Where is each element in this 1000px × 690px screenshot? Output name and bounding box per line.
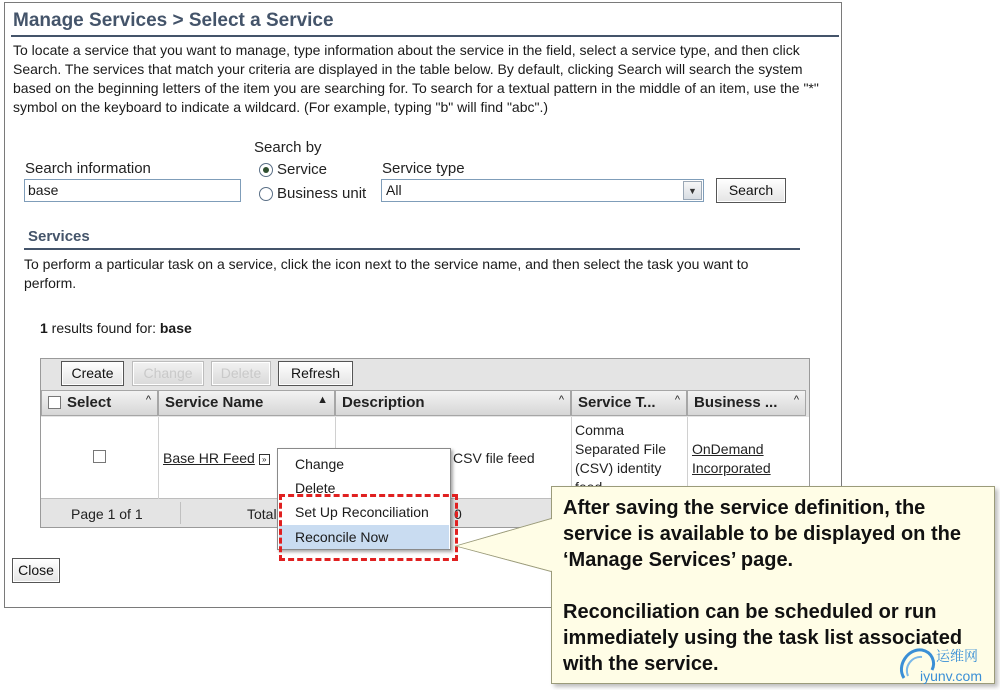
watermark-logo <box>898 640 996 688</box>
search-by-label: Search by <box>254 139 322 156</box>
search-information-input[interactable]: base <box>24 179 241 202</box>
close-button[interactable]: Close <box>12 558 60 583</box>
watermark-text-url: iyunv.com <box>920 668 982 684</box>
menu-item-change[interactable]: Change <box>295 456 345 472</box>
search-information-label: Search information <box>25 160 151 177</box>
callout-paragraph-2: Reconciliation can be scheduled or run immediately using the task list associated with the service. <box>563 601 963 675</box>
page-title: Manage Services > Select a Service <box>13 10 334 31</box>
page-indicator: Page 1 of 1 <box>71 506 143 522</box>
create-button[interactable]: Create <box>61 361 124 386</box>
sort-up-icon: ^ <box>145 394 151 406</box>
column-service-type-label: Service T... <box>578 394 656 411</box>
service-type-value: All <box>386 182 402 198</box>
results-query: base <box>159 320 192 336</box>
delete-button[interactable]: Delete <box>211 361 271 386</box>
refresh-button[interactable]: Refresh <box>278 361 353 386</box>
radio-business-unit-label: Business unit <box>277 185 367 202</box>
change-button[interactable]: Change <box>132 361 204 386</box>
services-section-title: Services <box>28 228 90 245</box>
sort-up-icon: ^ <box>558 394 564 406</box>
services-description: To perform a particular task on a service, click the icon next to the service name, and then select the task you want to perform. <box>24 256 749 291</box>
description-cell: CSV file feed <box>453 450 535 466</box>
column-description-label: Description <box>342 394 425 411</box>
sort-up-icon: ^ <box>674 394 680 406</box>
intro-text: To locate a service that you want to manage, type information about the service in the field, select a service type, and then click Search. The services that match your criteria are displayed in the table below. By default, clicking Search will search the system based on the beginning letters of the item you are searching for. To search for a textual pattern in the middle of an item, use the "*" symbol on the keyboard to indicate a wildcard. (For example, typing "b" will find "abc".) <box>13 42 819 115</box>
results-count: 1 <box>40 320 48 336</box>
watermark-text-cn: 运维网 <box>936 649 978 665</box>
column-service-name-label: Service Name <box>165 394 264 411</box>
business-unit-link[interactable]: OnDemand Incorporated <box>692 441 771 476</box>
menu-item-set-up-reconciliation[interactable]: Set Up Reconciliation <box>295 504 429 520</box>
total-value: 0 <box>454 506 462 522</box>
total-label: Total <box>247 506 277 522</box>
radio-service-label: Service <box>277 161 328 178</box>
service-type-cell: Comma Separated File (CSV) identity <box>575 422 667 476</box>
search-button[interactable]: Search <box>716 178 786 203</box>
service-name-link[interactable]: Base HR Feed <box>163 450 255 466</box>
results-text: results found for: <box>47 320 160 336</box>
task-menu-icon[interactable]: » <box>259 454 270 465</box>
sort-up-icon: ^ <box>793 394 799 406</box>
column-select-label: Select <box>67 394 112 411</box>
column-business-unit-label: Business ... <box>694 394 778 411</box>
menu-item-delete[interactable]: Delete <box>295 480 336 496</box>
callout-pointer-fill <box>457 519 554 572</box>
callout-paragraph-1: After saving the service definition, the service is available to be displayed on the ‘Manage Services’ page. <box>563 497 961 571</box>
service-type-label: Service type <box>382 160 465 177</box>
sort-asc-icon: ▲ <box>317 394 328 406</box>
chevron-down-icon[interactable]: ▼ <box>683 181 702 200</box>
menu-item-reconcile-now[interactable]: Reconcile Now <box>279 525 449 549</box>
